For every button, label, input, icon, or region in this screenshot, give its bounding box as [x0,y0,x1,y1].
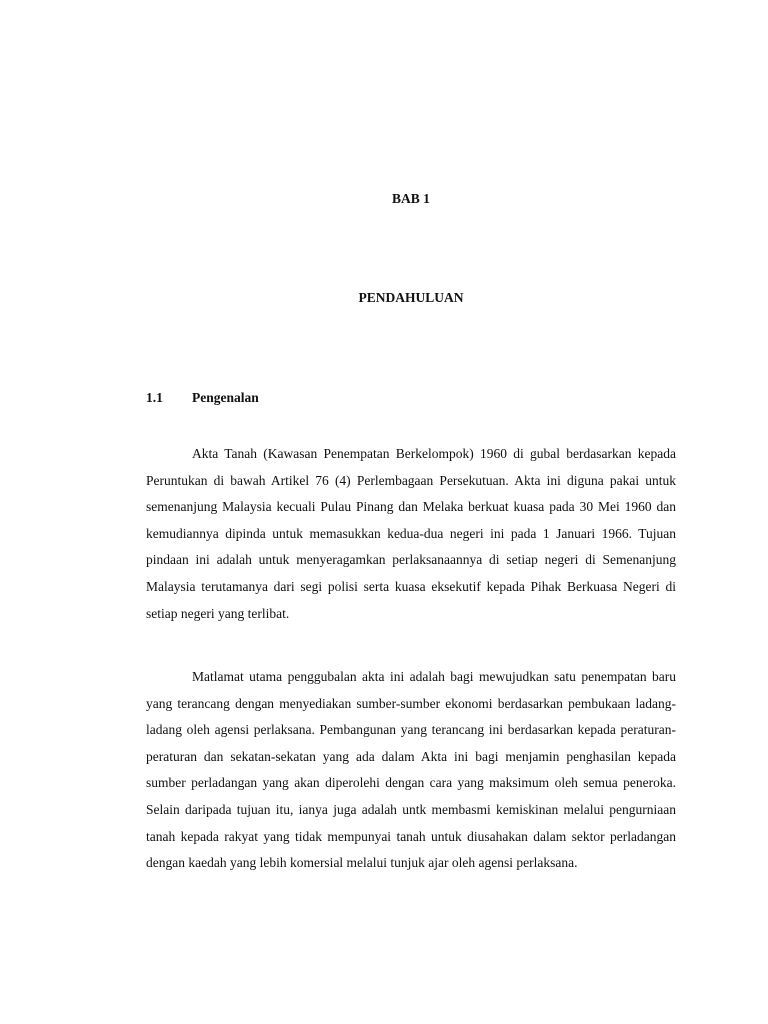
paragraph-objective: Matlamat utama penggubalan akta ini adalah bagi mewujudkan satu penempatan baru yang terancang dengan menyediakan sumber-sumber ekonomi berdasarkan pembukaan ladang-ladang oleh agensi perlaksana. Pembangunan yang terancang ini berdasarkan kepada peraturan-peraturan dan sekatan-sekatan yang ada dalam Akta ini bagi menjamin penghasilan kepada sumber perladangan yang akan diperolehi dengan cara yang maksimum oleh semua peneroka. Selain daripada tujuan itu, ianya juga adalah untk membasmi kemiskinan melalui pengurniaan tanah kepada rakyat yang tidak mempunyai tanah untuk diusahakan dalam sektor perladangan dengan kaedah yang lebih komersial melalui tunjuk ajar oleh agensi perlaksana. [146,669,676,871]
chapter-label: BAB 1 [392,191,430,206]
section-heading [146,390,259,406]
section-title: Pengenalan [192,390,259,405]
chapter-title: PENDAHULUAN [358,290,464,305]
section-number: 1.1 [146,390,163,405]
paragraph-intro: Akta Tanah (Kawasan Penempatan Berkelompok) 1960 di gubal berdasarkan kepada Peruntukan di bawah Artikel 76 (4) Perlembagaan Persekutuan. Akta ini diguna pakai untuk semenanjung Malaysia kecuali Pulau Pinang dan Melaka berkuat kuasa pada 30 Mei 1960 dan kemudiannya dipinda untuk memasukkan kedua-dua negeri ini pada 1 Januari 1966. Tujuan pindaan ini adalah untuk menyeragamkan perlaksanaannya di setiap negeri di Semenanjung Malaysia terutamanya dari segi polisi serta kuasa eksekutif kepada Pihak Berkuasa Negeri di setiap negeri yang terlibat. [146,446,676,621]
